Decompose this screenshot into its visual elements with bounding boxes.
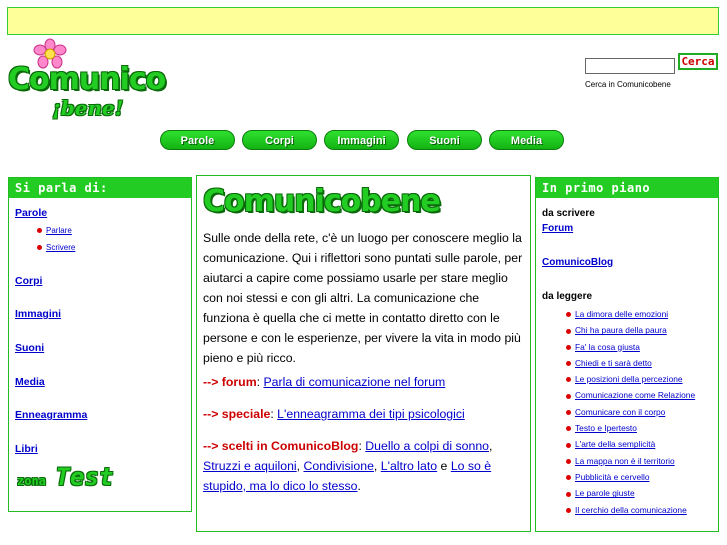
sidebar-link-parole[interactable]: Parole: [15, 207, 48, 219]
bullet-icon: [566, 312, 571, 317]
badge-small-text: zona: [17, 474, 46, 488]
promo-blog: --> scelti in ComunicoBlog: Duello a colpi di sonno, Struzzi e aquiloni, Condivisione, L'altro lato e Lo so è stupido, ma lo dico lo stesso.: [203, 439, 493, 493]
forum-link[interactable]: Parla di comunicazione nel forum: [263, 375, 446, 389]
list-item[interactable]: [566, 374, 695, 390]
list-item[interactable]: [566, 407, 695, 423]
da-scrivere-label: da scrivere: [542, 208, 595, 219]
intro-paragraph: Sulle onde della rete, c'è un luogo per conoscere meglio la comunicazione. Qui i riflettori sono puntati sulle parole, per aiutarci a capire come possiamo usarle per stare meglio con noi stessi e con gli altri. La comunicazione che funziona è quella che ci mette in contatto diretto con le persone e con le esperienze, per vivere la vita in modo più pieno e più ricco.: [203, 231, 523, 365]
promo-speciale-label: --> speciale: [203, 407, 271, 421]
sidebar-link-immagini[interactable]: Immagini: [15, 308, 62, 320]
article-link[interactable]: Fa' la cosa giusta: [575, 341, 640, 352]
bullet-icon: [566, 361, 571, 366]
article-link[interactable]: Chi ha paura della paura: [575, 325, 667, 336]
nav-suoni[interactable]: Suoni: [407, 130, 482, 150]
sidebar-link-libri[interactable]: Libri: [15, 443, 38, 455]
bullet-icon: [566, 459, 571, 464]
article-link[interactable]: Le posizioni della percezione: [575, 374, 683, 385]
bullet-icon: [37, 228, 42, 233]
logo-title: Comunico: [8, 62, 166, 97]
search-caption: Cerca in Comunicobene: [585, 80, 671, 89]
bullet-icon: [566, 492, 571, 497]
list-item[interactable]: [566, 309, 695, 325]
list-item[interactable]: [566, 325, 695, 341]
blog-conjunction: e: [440, 459, 448, 473]
bullet-icon: [566, 329, 571, 334]
da-leggere-label: da leggere: [542, 291, 593, 302]
search-button[interactable]: Cerca: [678, 53, 718, 70]
sidebar-link-corpi[interactable]: Corpi: [15, 275, 43, 287]
list-item[interactable]: [566, 488, 695, 504]
search-input[interactable]: [585, 58, 675, 74]
article-link[interactable]: Chiedi e ti sarà detto: [575, 357, 652, 368]
list-item[interactable]: [566, 472, 695, 488]
article-link[interactable]: La dimora delle emozioni: [575, 309, 669, 319]
nav-parole[interactable]: Parole: [160, 130, 235, 150]
article-link[interactable]: Pubblicità e cervello: [575, 471, 650, 482]
zona-test-badge[interactable]: [17, 463, 113, 491]
promo-forum-label: --> forum: [203, 375, 257, 389]
sidebar-link-parlare[interactable]: Parlare: [46, 226, 72, 235]
list-item[interactable]: [566, 439, 695, 455]
logo-subtitle: ¡bene!: [52, 96, 124, 120]
list-item[interactable]: [566, 358, 695, 374]
bullet-icon: [566, 426, 571, 431]
left-sidebar-header: Si parla di:: [9, 178, 191, 198]
sidebar-link-scrivere[interactable]: Scrivere: [46, 243, 76, 252]
article-link[interactable]: Il cerchio della comunicazione: [575, 504, 687, 515]
promo-forum: --> forum: Parla di comunicazione nel forum: [203, 375, 446, 389]
sidebar-link-media[interactable]: Media: [15, 376, 45, 388]
blog-link-altro-lato[interactable]: L'altro lato: [380, 459, 438, 473]
list-item[interactable]: [566, 505, 695, 521]
bullet-icon: [37, 245, 42, 250]
list-item[interactable]: [566, 390, 695, 406]
promo-blog-label: --> scelti in ComunicoBlog: [203, 439, 359, 453]
speciale-link[interactable]: L'enneagramma dei tipi psicologici: [277, 407, 465, 421]
bullet-icon: [566, 443, 571, 448]
right-sidebar-header: In primo piano: [536, 178, 718, 198]
nav-corpi[interactable]: Corpi: [242, 130, 317, 150]
bullet-icon: [566, 394, 571, 399]
sidebar-link-enneagramma[interactable]: Enneagramma: [15, 409, 88, 421]
bullet-icon: [566, 508, 571, 513]
blog-link-condivisione[interactable]: Condivisione: [303, 459, 374, 473]
list-item[interactable]: [566, 423, 695, 439]
sidebar-sub-item[interactable]: [37, 226, 72, 235]
bullet-icon: [566, 410, 571, 415]
nav-media[interactable]: Media: [489, 130, 564, 150]
left-sidebar: [8, 177, 192, 512]
forum-sidebar-link[interactable]: Forum: [542, 223, 574, 234]
site-logo[interactable]: [8, 38, 166, 122]
sidebar-sub-item[interactable]: [37, 243, 75, 252]
blog-link-lo-so[interactable]: Lo so è stupido, ma lo dico lo stesso: [203, 459, 492, 493]
article-link[interactable]: Comunicare con il corpo: [575, 406, 666, 417]
list-item[interactable]: [566, 456, 695, 472]
article-link[interactable]: Testo e Ipertesto: [575, 423, 637, 434]
page-title: Comunicobene: [203, 184, 440, 219]
article-link[interactable]: Comunicazione come Relazione: [575, 390, 696, 401]
blog-link-duello[interactable]: Duello a colpi di sonno: [365, 439, 490, 453]
list-item[interactable]: [566, 342, 695, 358]
bullet-icon: [566, 345, 571, 350]
right-sidebar: [535, 177, 719, 532]
blog-link-struzzi[interactable]: Struzzi e aquiloni: [203, 459, 297, 473]
sidebar-link-suoni[interactable]: Suoni: [15, 342, 45, 354]
main-content: [196, 175, 531, 532]
article-list: [566, 309, 695, 521]
bullet-icon: [566, 377, 571, 382]
promo-speciale: --> speciale: L'enneagramma dei tipi psicologici: [203, 407, 465, 421]
nav-immagini[interactable]: Immagini: [324, 130, 399, 150]
top-banner: [7, 7, 719, 35]
comunicoblog-link[interactable]: ComunicoBlog: [542, 257, 614, 268]
bullet-icon: [566, 475, 571, 480]
article-link[interactable]: Le parole giuste: [575, 488, 635, 499]
article-link[interactable]: La mappa non è il territorio: [575, 455, 675, 466]
article-link[interactable]: L'arte della semplicità: [575, 439, 656, 450]
badge-big-text: Test: [55, 463, 114, 491]
